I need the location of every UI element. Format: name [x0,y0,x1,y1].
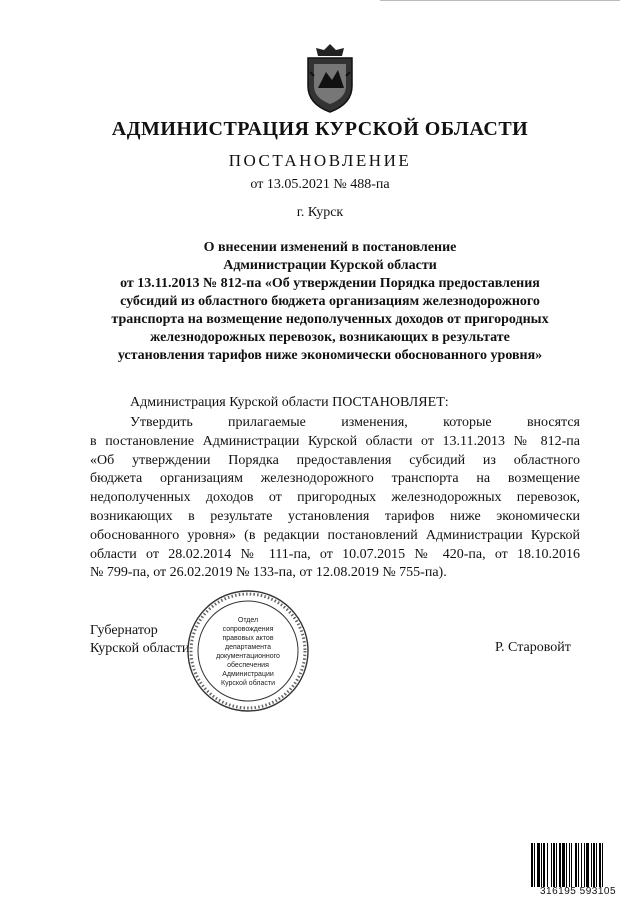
coat-of-arms-icon [300,42,360,114]
body-line: возникающих в результате установления тарифов ниже экономически [90,508,580,524]
heading-line: железнодорожных перевозок, возникающих в результате [150,330,510,345]
heading-line: субсидий из областного бюджета организациям железнодорожного [120,294,540,309]
barcode-bar [553,843,555,887]
body-line: Утвердить прилагаемые изменения, которые вносятся [130,415,580,430]
body-line: обоснованного уровня» (в редакции постановлений Администрации Курской [90,527,580,543]
stamp-line: правовых актов [222,635,274,642]
barcode-bar [531,843,533,887]
barcode-bar [602,843,603,887]
barcode-bar [581,843,582,887]
stamp-line: документационного [216,653,280,660]
body-line: № 799-па, от 26.02.2019 № 133-па, от 12.08.2019 № 755-па). [90,565,447,581]
barcode-bar [562,843,565,887]
resolution-body [90,414,580,583]
document-date-number: от 13.05.2021 № 488-па [250,177,390,192]
heading-line: Администрации Курской области [223,258,437,273]
barcode-bar [586,843,589,887]
barcode-bar [547,843,548,887]
barcode-bar [593,843,595,887]
scan-edge-mark [380,0,620,1]
barcode-bar [541,843,542,887]
signatory-role-line: Курской области [90,641,190,656]
resolution-intro: Администрация Курской области ПОСТАНОВЛЯЕТ: [130,395,449,410]
signatory-role-line: Губернатор [90,623,158,638]
stamp-line: обеспечения [227,662,269,669]
signatory-role [90,622,189,658]
barcode-bar [591,843,592,887]
barcode-bar [596,843,597,887]
barcode-number: 316195 593105 [539,886,617,897]
stamp-line: Администрации [222,671,274,678]
barcode [530,843,626,887]
barcode-bar [571,843,572,887]
document-type: ПОСТАНОВЛЕНИЕ [228,151,412,170]
body-line: недополученных доходов от пригородных железнодорожных перевозок, [90,490,580,506]
barcode-bar [578,843,579,887]
barcode-bar [537,843,540,887]
barcode-bar [575,843,577,887]
barcode-bar [584,843,585,887]
body-line: области от 28.02.2014 № 111-па, от 10.07.2015 № 420-па, от 18.10.2016 [90,546,580,562]
barcode-bar [599,843,601,887]
stamp-line: сопровождения [222,626,274,633]
barcode-bar [543,843,545,887]
body-line: «Об утверждении Порядка предоставления субсидий из областного [90,452,580,468]
document-heading [80,239,580,365]
heading-line: О внесении изменений в постановление [203,240,457,255]
stamp-line: Курской области [221,680,275,687]
barcode-bar [569,843,570,887]
signatory-name: Р. Старовойт [495,640,571,655]
heading-line: установления тарифов ниже экономически обоснованного уровня» [117,348,543,363]
heading-line: транспорта на возмещение недополученных доходов от пригородных [111,312,549,327]
barcode-bar [556,843,557,887]
organization-title: АДМИНИСТРАЦИЯ КУРСКОЙ ОБЛАСТИ [111,118,529,140]
body-line: бюджета организациям железнодорожного транспорта на возмещение [90,471,580,487]
heading-line: от 13.11.2013 № 812-па «Об утверждении Порядка предоставления [120,276,540,291]
barcode-bar [551,843,552,887]
barcode-bar [534,843,535,887]
official-stamp [183,586,313,716]
barcode-bar [559,843,561,887]
document-city: г. Курск [296,205,344,220]
stamp-line: департамента [224,644,272,651]
stamp-line: Отдел [237,617,259,624]
body-line: в постановление Администрации Курской области от 13.11.2013 № 812-па [90,433,580,449]
barcode-bar [566,843,567,887]
